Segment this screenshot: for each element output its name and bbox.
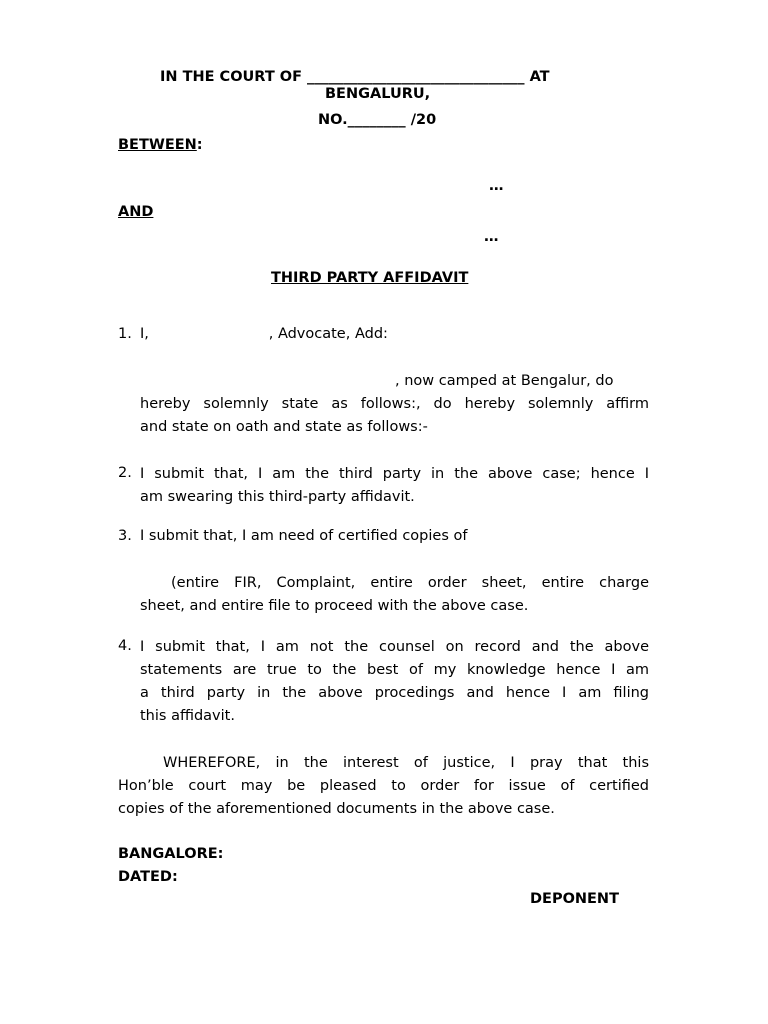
between-label — [118, 137, 203, 153]
party-ellipsis-2: … — [484, 229, 499, 245]
para-3-body — [140, 572, 649, 618]
footer-dated: DATED: — [118, 869, 178, 885]
prayer-body — [118, 752, 649, 821]
para-1-line-2: , now camped at Bengalur, do — [395, 373, 614, 389]
deponent-label: DEPONENT — [530, 891, 619, 907]
para-1-line-4: and state on oath and state as follows:- — [140, 419, 428, 435]
footer-place: BANGALORE: — [118, 846, 224, 862]
para-3-number: 3. — [118, 528, 132, 544]
para-4-line-3: a third party in the above procedings and hence I am filing — [140, 685, 649, 701]
para-4-number: 4. — [118, 638, 132, 654]
court-line: IN THE COURT OF ______________________________ AT — [160, 69, 550, 85]
para-4-line-2: statements are true to the best of my knowledge hence I am — [140, 662, 649, 678]
prayer-line-3: copies of the aforementioned documents in the above case. — [118, 801, 555, 817]
para-1-line-3: hereby solemnly state as follows:, do hereby solemnly affirm — [140, 396, 649, 412]
prayer-line-2: Hon’ble court may be pleased to order for issue of certified — [118, 778, 649, 794]
para-3-line-1: I submit that, I am need of certified copies of — [140, 528, 468, 544]
court-place: BENGALURU, — [325, 86, 431, 102]
para-3-line-3: sheet, and entire file to proceed with the above case. — [140, 598, 529, 614]
para-2-number: 2. — [118, 465, 132, 481]
document-title: THIRD PARTY AFFIDAVIT — [271, 270, 469, 286]
para-4-line-1: I submit that, I am not the counsel on record and the above — [140, 639, 649, 655]
para-4-line-4: this affidavit. — [140, 708, 235, 724]
and-label: AND — [118, 204, 154, 220]
between-text: BETWEEN — [118, 137, 197, 153]
para-4-body — [140, 636, 649, 728]
para-3-line-2: (entire FIR, Complaint, entire order sheet, entire charge — [171, 575, 649, 591]
para-1-line-1: I, , Advocate, Add: — [140, 326, 388, 342]
para-2-line-1: I submit that, I am the third party in the above case; hence I — [140, 466, 649, 482]
para-2-body — [140, 463, 649, 509]
para-1-body — [140, 393, 649, 439]
party-ellipsis-1: … — [489, 178, 504, 194]
prayer-line-1: WHEREFORE, in the interest of justice, I pray that this — [163, 755, 649, 771]
case-number: NO.________ /20 — [318, 112, 437, 128]
para-2-line-2: am swearing this third-party affidavit. — [140, 489, 415, 505]
para-1-number: 1. — [118, 326, 132, 342]
between-colon: : — [196, 137, 203, 153]
